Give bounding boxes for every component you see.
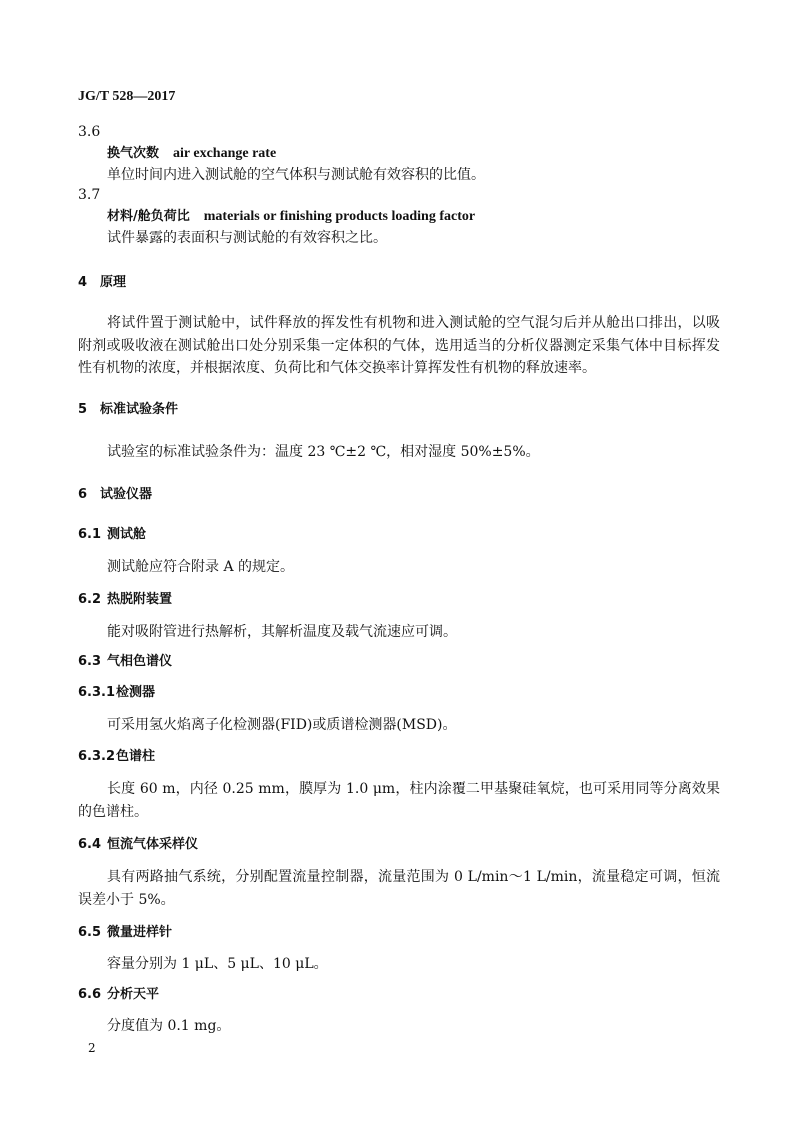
section-number: 6.4 xyxy=(78,837,102,852)
section-number: 6 xyxy=(78,487,88,502)
section-title: 热脱附装置 xyxy=(107,592,173,607)
text-6-5: 容量分别为 1 μL、5 μL、10 μL。 xyxy=(107,956,328,972)
section-heading-5 xyxy=(78,401,178,419)
term-zh: 换气次数 xyxy=(107,146,160,161)
term-3-7 xyxy=(107,208,475,226)
text-6-2: 能对吸附管进行热解析，其解析温度及载气流速应可调。 xyxy=(107,624,457,640)
document-header: JG/T 528—2017 xyxy=(78,89,176,104)
heading-6-3-1 xyxy=(78,684,155,702)
heading-6-5 xyxy=(78,924,172,942)
page-number: 2 xyxy=(88,1041,96,1055)
term-3-6 xyxy=(107,145,276,163)
section-heading-6 xyxy=(78,486,152,504)
clause-number-3-7: 3.7 xyxy=(78,187,101,203)
section-title: 气相色谱仪 xyxy=(107,654,173,669)
section-number: 6.3 xyxy=(78,654,102,669)
text-6-4: 具有两路抽气系统，分别配置流量控制器，流量范围为 0 L/min～1 L/min，流量稳定可调，恒流误差小于 5%。 xyxy=(78,869,720,908)
term-en: air exchange rate xyxy=(173,146,277,161)
definition-3-7: 试件暴露的表面积与测试舱的有效容积之比。 xyxy=(107,230,387,246)
section-title: 检测器 xyxy=(116,685,156,700)
section-title: 测试舱 xyxy=(107,527,147,542)
section-title: 试验仪器 xyxy=(100,487,153,502)
section-heading-4 xyxy=(78,274,126,292)
section-number: 6.3.1 xyxy=(78,685,116,700)
section-title: 标准试验条件 xyxy=(100,402,179,417)
section-number: 6.1 xyxy=(78,527,102,542)
heading-6-2 xyxy=(78,591,172,609)
section-number: 5 xyxy=(78,402,88,417)
term-en: materials or finishing products loading factor xyxy=(203,209,476,224)
section-title: 色谱柱 xyxy=(116,749,156,764)
heading-6-3 xyxy=(78,653,172,671)
heading-6-1 xyxy=(78,526,146,544)
section-number: 6.6 xyxy=(78,987,102,1002)
heading-6-4 xyxy=(78,836,198,854)
section-number: 4 xyxy=(78,275,88,290)
section-number: 6.2 xyxy=(78,592,102,607)
section-title: 分析天平 xyxy=(107,987,160,1002)
principle-paragraph: 将试件置于测试舱中，试件释放的挥发性有机物和进入测试舱的空气混匀后并从舱出口排出，以吸附剂或吸收液在测试舱出口处分别采集一定体积的气体，选用适当的分析仪器测定采集气体中目标挥发性有机物的浓度，并根据浓度、负荷比和气体交换率计算挥发性有机物的释放速率。 xyxy=(78,315,720,376)
clause-number-3-6: 3.6 xyxy=(78,124,101,140)
conditions-paragraph: 试验室的标准试验条件为：温度 23 ℃±2 ℃，相对湿度 50%±5%。 xyxy=(107,444,540,460)
section-title: 原理 xyxy=(100,275,127,290)
text-6-1: 测试舱应符合附录 A 的规定。 xyxy=(107,559,295,575)
definition-3-6: 单位时间内进入测试舱的空气体积与测试舱有效容积的比值。 xyxy=(107,167,485,183)
section-number: 6.5 xyxy=(78,925,102,940)
text-6-3-1: 可采用氢火焰离子化检测器(FID)或质谱检测器(MSD)。 xyxy=(107,717,457,733)
term-zh: 材料/舱负荷比 xyxy=(107,209,190,224)
section-title: 微量进样针 xyxy=(107,925,173,940)
section-number: 6.3.2 xyxy=(78,749,116,764)
section-title: 恒流气体采样仪 xyxy=(107,837,199,852)
text-6-3-2: 长度 60 m，内径 0.25 mm，膜厚为 1.0 μm，柱内涂覆二甲基聚硅氧烷，也可采用同等分离效果的色谱柱。 xyxy=(78,781,720,820)
text-6-6: 分度值为 0.1 mg。 xyxy=(107,1018,231,1034)
heading-6-3-2 xyxy=(78,748,155,766)
heading-6-6 xyxy=(78,986,159,1004)
